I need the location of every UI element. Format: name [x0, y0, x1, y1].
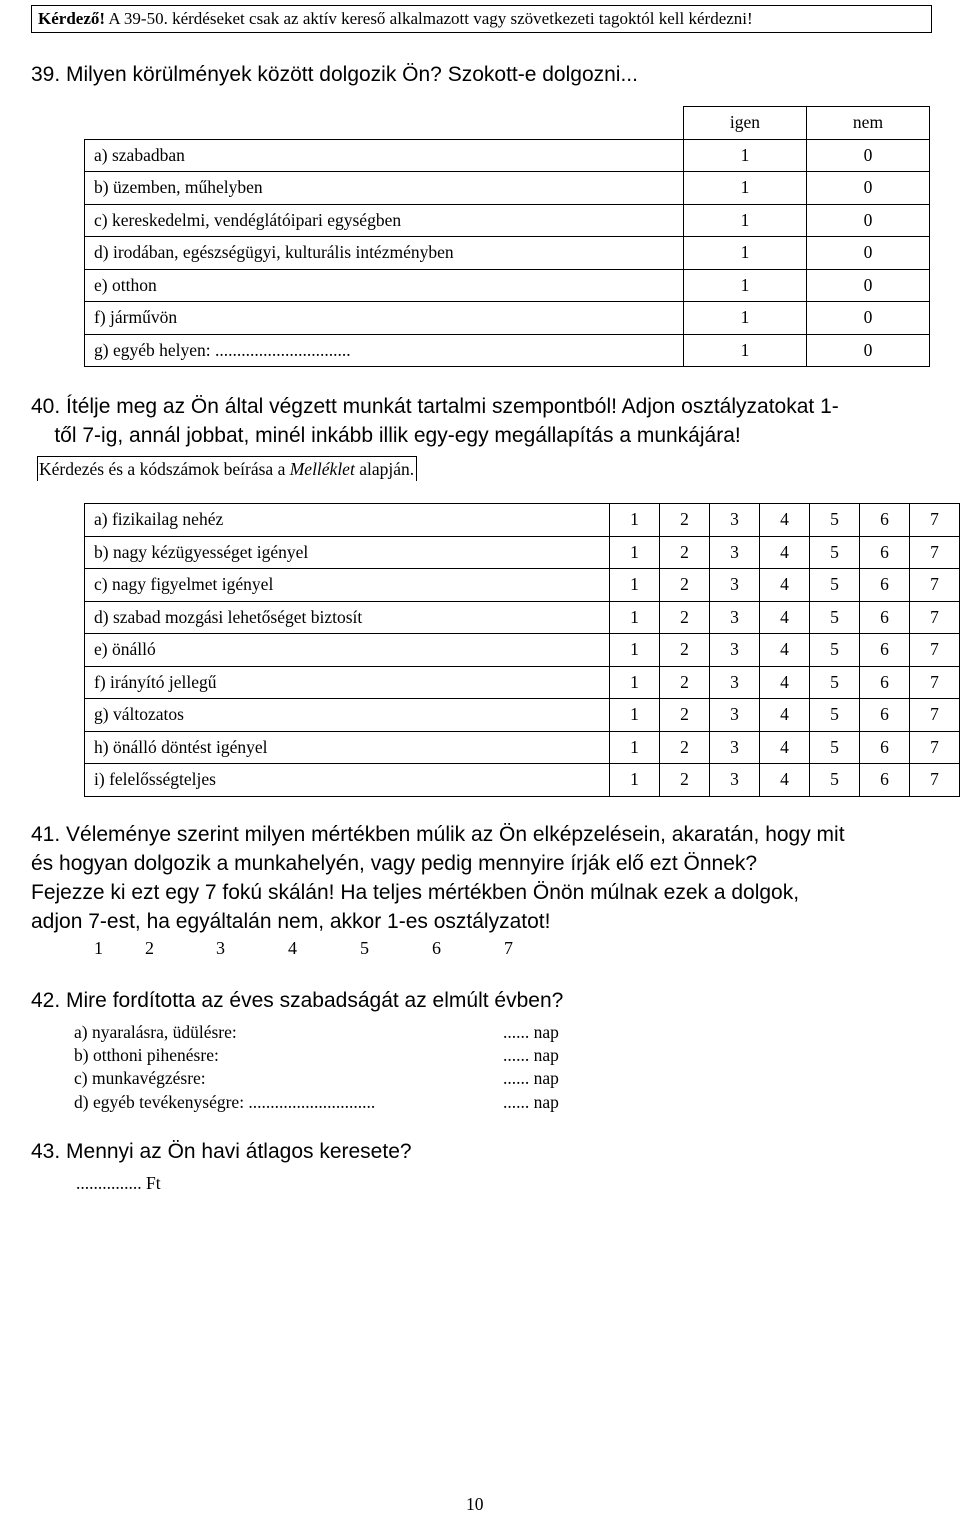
q40-rating-option[interactable]: 1	[610, 634, 660, 667]
q40-rating-option[interactable]: 7	[910, 536, 960, 569]
q41-line-1: 41. Véleménye szerint milyen mértékben múlik az Ön elképzelésein, akaratán, hogy mit	[31, 823, 845, 846]
q39-row-label: c) kereskedelmi, vendéglátóipari egységben	[85, 204, 684, 237]
q42-row-value[interactable]: ...... nap	[503, 1045, 559, 1065]
q42-row-value[interactable]: ...... nap	[503, 1068, 559, 1088]
q39-yes-code[interactable]: 1	[684, 172, 807, 205]
q40-instruction-appendix: Melléklet	[289, 459, 355, 479]
page-number: 10	[466, 1494, 484, 1514]
q40-rating-option[interactable]: 3	[710, 536, 760, 569]
q40-rating-option[interactable]: 3	[710, 731, 760, 764]
q40-rating-option[interactable]: 5	[810, 764, 860, 797]
q40-rating-option[interactable]: 5	[810, 536, 860, 569]
q40-row-label: f) irányító jellegű	[85, 666, 610, 699]
q40-row-label: a) fizikailag nehéz	[85, 504, 610, 537]
q40-rating-option[interactable]: 1	[610, 731, 660, 764]
q40-rating-option[interactable]: 3	[710, 634, 760, 667]
q39-table	[84, 106, 930, 367]
table-row	[85, 504, 960, 537]
q40-rating-option[interactable]: 2	[660, 634, 710, 667]
interviewer-notice	[31, 5, 932, 33]
q40-rating-option[interactable]: 3	[710, 504, 760, 537]
notice-text: A 39-50. kérdéseket csak az aktív kereső alkalmazott vagy szövetkezeti tagoktól kell kérdezni!	[105, 9, 753, 28]
q39-row-label: g) egyéb helyen: ...............................	[85, 334, 684, 367]
q40-rating-option[interactable]: 6	[860, 601, 910, 634]
q40-rating-option[interactable]: 4	[760, 569, 810, 602]
q40-row-label: d) szabad mozgási lehetőséget biztosít	[85, 601, 610, 634]
q42-row-label: a) nyaralásra, üdülésre:	[74, 1022, 237, 1042]
q40-rating-option[interactable]: 1	[610, 601, 660, 634]
q40-rating-option[interactable]: 4	[760, 764, 810, 797]
q40-rating-option[interactable]: 6	[860, 699, 910, 732]
q43-title: 43. Mennyi az Ön havi átlagos keresete?	[31, 1140, 412, 1163]
q42-row-label: b) otthoni pihenésre:	[74, 1045, 219, 1065]
q40-rating-option[interactable]: 2	[660, 731, 710, 764]
q40-rating-option[interactable]: 2	[660, 699, 710, 732]
q41-scale-option[interactable]: 3	[216, 938, 225, 958]
q41-line-2: és hogyan dolgozik a munkahelyén, vagy pedig mennyire írják elő ezt Önnek?	[31, 852, 758, 875]
table-row	[85, 334, 930, 367]
q40-rating-option[interactable]: 2	[660, 504, 710, 537]
q39-no-code[interactable]: 0	[807, 302, 930, 335]
q42-row-label: d) egyéb tevékenységre: .............................	[74, 1092, 376, 1112]
q40-rating-option[interactable]: 6	[860, 569, 910, 602]
q41-line-3: Fejezze ki ezt egy 7 fokú skálán! Ha teljes mértékben Önön múlnak ezek a dolgok,	[31, 881, 800, 904]
q40-rating-option[interactable]: 2	[660, 764, 710, 797]
q42-row-value[interactable]: ...... nap	[503, 1022, 559, 1042]
q40-rating-option[interactable]: 6	[860, 504, 910, 537]
q40-rating-option[interactable]: 1	[610, 666, 660, 699]
q42-row-label: c) munkavégzésre:	[74, 1068, 206, 1088]
q40-rating-option[interactable]: 6	[860, 666, 910, 699]
q40-rating-option[interactable]: 2	[660, 601, 710, 634]
q40-rating-option[interactable]: 5	[810, 666, 860, 699]
q40-title-line1: 40. Ítélje meg az Ön által végzett munkát tartalmi szempontból! Adjon osztályzatokat 1-	[31, 395, 839, 418]
q42-title: 42. Mire fordította az éves szabadságát az elmúlt évben?	[31, 989, 564, 1012]
q39-col-no: nem	[807, 107, 930, 140]
q40-rating-option[interactable]: 6	[860, 634, 910, 667]
q39-no-code[interactable]: 0	[807, 237, 930, 270]
q40-rating-option[interactable]: 6	[860, 764, 910, 797]
q40-rating-option[interactable]: 3	[710, 569, 760, 602]
q41-scale-option[interactable]: 5	[360, 938, 369, 958]
q39-row-label: d) irodában, egészségügyi, kulturális intézményben	[85, 237, 684, 270]
q40-rating-option[interactable]: 6	[860, 536, 910, 569]
q40-rating-option[interactable]: 7	[910, 634, 960, 667]
q40-rating-option[interactable]: 1	[610, 699, 660, 732]
q41-scale-option[interactable]: 1	[94, 938, 103, 958]
q40-row-label: g) változatos	[85, 699, 610, 732]
q40-rating-option[interactable]: 3	[710, 699, 760, 732]
q40-rating-option[interactable]: 1	[610, 504, 660, 537]
q40-row-label: i) felelősségteljes	[85, 764, 610, 797]
q40-rating-option[interactable]: 4	[760, 504, 810, 537]
table-row	[85, 172, 930, 205]
q40-rating-option[interactable]: 5	[810, 634, 860, 667]
q40-rating-option[interactable]: 4	[760, 699, 810, 732]
q40-rating-option[interactable]: 7	[910, 666, 960, 699]
q39-row-label: b) üzemben, műhelyben	[85, 172, 684, 205]
q40-row-label: e) önálló	[85, 634, 610, 667]
q40-table	[84, 503, 960, 797]
q40-rating-option[interactable]: 5	[810, 569, 860, 602]
q40-rating-option[interactable]: 4	[760, 536, 810, 569]
table-row	[85, 269, 930, 302]
q43-answer[interactable]: ............... Ft	[76, 1173, 161, 1193]
q40-rating-option[interactable]: 5	[810, 731, 860, 764]
q40-row-label: c) nagy figyelmet igényel	[85, 569, 610, 602]
q41-scale-option[interactable]: 4	[288, 938, 297, 958]
q40-rating-option[interactable]: 7	[910, 764, 960, 797]
q39-no-code[interactable]: 0	[807, 334, 930, 367]
q39-no-code[interactable]: 0	[807, 172, 930, 205]
q40-rating-option[interactable]: 7	[910, 601, 960, 634]
q40-rating-option[interactable]: 3	[710, 666, 760, 699]
q40-row-label: b) nagy kézügyességet igényel	[85, 536, 610, 569]
q41-scale-option[interactable]: 6	[432, 938, 441, 958]
q39-no-code[interactable]: 0	[807, 139, 930, 172]
table-row	[85, 302, 930, 335]
table-row	[85, 601, 960, 634]
q39-yes-code[interactable]: 1	[684, 237, 807, 270]
q40-rating-option[interactable]: 2	[660, 666, 710, 699]
q39-row-label: f) járművön	[85, 302, 684, 335]
table-row	[85, 699, 960, 732]
q40-rating-option[interactable]: 4	[760, 666, 810, 699]
q40-rating-option[interactable]: 1	[610, 536, 660, 569]
table-row	[85, 536, 960, 569]
q39-yes-code[interactable]: 1	[684, 139, 807, 172]
q41-scale-option[interactable]: 2	[145, 938, 154, 958]
q39-yes-code[interactable]: 1	[684, 204, 807, 237]
q40-rating-option[interactable]: 5	[810, 699, 860, 732]
table-row	[85, 569, 960, 602]
q40-rating-option[interactable]: 7	[910, 504, 960, 537]
q40-rating-option[interactable]: 1	[610, 764, 660, 797]
q39-col-yes: igen	[684, 107, 807, 140]
q40-rating-option[interactable]: 2	[660, 569, 710, 602]
table-row	[85, 204, 930, 237]
q40-rating-option[interactable]: 1	[610, 569, 660, 602]
table-row	[85, 764, 960, 797]
q40-rating-option[interactable]: 4	[760, 601, 810, 634]
q41-scale-option[interactable]: 7	[504, 938, 513, 958]
table-row	[85, 731, 960, 764]
q39-row-label: a) szabadban	[85, 139, 684, 172]
q39-title: 39. Milyen körülmények között dolgozik Ön? Szokott-e dolgozni...	[31, 63, 638, 86]
q39-no-code[interactable]: 0	[807, 204, 930, 237]
q39-yes-code[interactable]: 1	[684, 269, 807, 302]
q40-rating-option[interactable]: 4	[760, 731, 810, 764]
q39-no-code[interactable]: 0	[807, 269, 930, 302]
q40-row-label: h) önálló döntést igényel	[85, 731, 610, 764]
q40-rating-option[interactable]: 7	[910, 699, 960, 732]
q40-rating-option[interactable]: 7	[910, 569, 960, 602]
q42-row-value[interactable]: ...... nap	[503, 1092, 559, 1112]
q39-row-label: e) otthon	[85, 269, 684, 302]
q40-rating-option[interactable]: 5	[810, 601, 860, 634]
table-row	[85, 634, 960, 667]
q40-rating-option[interactable]: 5	[810, 504, 860, 537]
table-row	[85, 666, 960, 699]
q40-title-line2: től 7-ig, annál jobbat, minél inkább illik egy-egy megállapítás a munkájára!	[31, 424, 741, 447]
q40-rating-option[interactable]: 3	[710, 764, 760, 797]
q39-yes-code[interactable]: 1	[684, 334, 807, 367]
table-row	[85, 139, 930, 172]
q40-rating-option[interactable]: 3	[710, 601, 760, 634]
q40-rating-option[interactable]: 4	[760, 634, 810, 667]
table-row	[85, 237, 930, 270]
q40-rating-option[interactable]: 6	[860, 731, 910, 764]
q41-scale	[0, 938, 960, 964]
q39-yes-code[interactable]: 1	[684, 302, 807, 335]
q41-line-4: adjon 7-est, ha egyáltalán nem, akkor 1-es osztályzatot!	[31, 910, 551, 933]
q40-rating-option[interactable]: 7	[910, 731, 960, 764]
q40-instruction: Kérdezés és a kódszámok beírása a Melléklet alapján.	[37, 456, 417, 481]
notice-bold: Kérdező!	[38, 9, 106, 28]
q40-rating-option[interactable]: 2	[660, 536, 710, 569]
